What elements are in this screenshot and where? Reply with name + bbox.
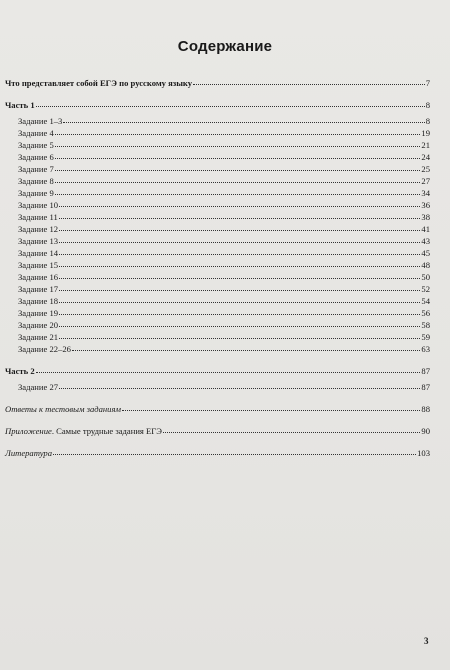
toc-leader-dots (59, 277, 420, 279)
toc-leader-dots (72, 349, 420, 351)
toc-entry-page: 58 (421, 320, 430, 330)
toc-entry (5, 284, 430, 295)
toc-leader-dots (59, 241, 420, 243)
toc-entry-label: Литература (5, 448, 53, 458)
page-title: Содержание (177, 38, 273, 55)
page-number: 3 (424, 636, 429, 646)
toc-leader-dots (193, 83, 425, 85)
toc-entry-label: Задание 16 (18, 272, 59, 282)
toc-entry-page: 90 (421, 426, 430, 436)
toc-leader-dots (55, 169, 421, 171)
toc-leader-dots (36, 371, 421, 373)
toc-entry (5, 212, 430, 223)
toc-leader-dots (59, 265, 420, 267)
toc-entry-page: 7 (425, 78, 430, 88)
toc-leader-dots (55, 145, 421, 147)
toc-leader-dots (59, 253, 420, 255)
toc-entry (5, 140, 430, 151)
toc-leader-dots (59, 229, 420, 231)
toc-entry (5, 382, 430, 393)
toc-entry-page: 8 (425, 116, 430, 126)
toc-entry-page: 63 (421, 344, 430, 354)
toc-entry-page: 19 (421, 128, 430, 138)
toc-entry-label: Задание 11 (18, 212, 58, 222)
toc-entry (5, 404, 430, 415)
toc-entry-page: 52 (421, 284, 430, 294)
toc-entry-label: Задание 15 (18, 260, 59, 270)
toc-entry-label: Задание 1–3 (18, 116, 63, 126)
toc-entry (5, 164, 430, 175)
toc-entry-page: 45 (421, 248, 430, 258)
toc-entry-page: 48 (421, 260, 430, 270)
toc-entry-label: Задание 9 (18, 188, 54, 198)
toc-entry-page: 34 (421, 188, 430, 198)
toc-leader-dots (59, 337, 420, 339)
toc-entry-label: Задание 13 (18, 236, 59, 246)
toc-entry (5, 260, 430, 271)
toc-leader-dots (55, 157, 421, 159)
toc-leader-dots (55, 133, 421, 135)
toc-entry-page: 54 (421, 296, 430, 306)
toc-entry-label: Часть 2 (5, 366, 35, 376)
toc-entry-page: 43 (421, 236, 430, 246)
toc-entry-label: Задание 19 (18, 308, 59, 318)
toc-entry-page: 8 (425, 100, 430, 110)
toc-leader-dots (59, 301, 420, 303)
toc-leader-dots (59, 313, 420, 315)
toc-leader-dots (63, 121, 424, 123)
toc-entry-label (5, 426, 162, 437)
toc-entry-page: 25 (421, 164, 430, 174)
toc-entry (5, 426, 430, 437)
toc-entry-page: 59 (421, 332, 430, 342)
toc-entry-page: 56 (421, 308, 430, 318)
toc-entry (5, 224, 430, 235)
toc-entry-label: Задание 4 (18, 128, 54, 138)
toc-entry (5, 100, 430, 111)
toc-entry (5, 332, 430, 343)
toc-entry-label: Задание 27 (18, 382, 59, 392)
toc-entry-label: Задание 18 (18, 296, 59, 306)
toc-entry (5, 344, 430, 355)
toc-entry-page: 41 (421, 224, 430, 234)
toc-leader-dots (59, 325, 420, 327)
toc-entry (5, 272, 430, 283)
toc-entry-page: 36 (421, 200, 430, 210)
toc-entry-label-italic: Приложение (5, 426, 52, 436)
toc-entry (5, 128, 430, 139)
toc-entry (5, 448, 430, 459)
toc-entry (5, 188, 430, 199)
toc-entry (5, 200, 430, 211)
toc-leader-dots (53, 453, 416, 455)
toc-leader-dots (55, 193, 421, 195)
toc-entry-page: 87 (421, 366, 430, 376)
toc-entry (5, 320, 430, 331)
toc-entry (5, 116, 430, 127)
toc-entry-label: Часть 1 (5, 100, 35, 110)
toc-leader-dots (36, 105, 425, 107)
toc-entry-page: 50 (421, 272, 430, 282)
toc-entry-page: 21 (421, 140, 430, 150)
toc-entry-label: Задание 22–26 (18, 344, 71, 354)
toc-leader-dots (55, 181, 421, 183)
toc-leader-dots (59, 217, 421, 219)
toc-leader-dots (59, 205, 420, 207)
toc-leader-dots (59, 387, 420, 389)
toc-leader-dots (59, 289, 420, 291)
toc-leader-dots (163, 431, 420, 433)
toc-entry-label: Ответы к тестовым заданиям (5, 404, 121, 414)
toc-entry-label: Задание 6 (18, 152, 54, 162)
toc-entry-label: Задание 10 (18, 200, 59, 210)
toc-entry-page: 24 (421, 152, 430, 162)
toc-entry-label: Задание 5 (18, 140, 54, 150)
toc-entry-label: Что представляет собой ЕГЭ по русскому языку (5, 78, 193, 88)
toc-entry (5, 176, 430, 187)
toc-entry (5, 308, 430, 319)
toc-entry (5, 366, 430, 377)
toc-entry-label-rest: . Самые трудные задания ЕГЭ (51, 426, 162, 436)
toc-entry-label: Задание 21 (18, 332, 59, 342)
toc-entry (5, 248, 430, 259)
toc-entry-label: Задание 8 (18, 176, 54, 186)
toc-entry-page: 88 (421, 404, 430, 414)
toc-leader-dots (122, 409, 420, 411)
toc-entry (5, 78, 430, 89)
toc-entry-page: 38 (421, 212, 430, 222)
toc-entry-page: 27 (421, 176, 430, 186)
toc-entry (5, 152, 430, 163)
toc-entry-label: Задание 12 (18, 224, 59, 234)
toc-entry-page: 103 (417, 448, 430, 458)
toc-entry (5, 236, 430, 247)
toc-entry-label: Задание 14 (18, 248, 59, 258)
toc-entry-label: Задание 7 (18, 164, 54, 174)
toc-entry (5, 296, 430, 307)
toc-entry-page: 87 (421, 382, 430, 392)
toc-entry-label: Задание 20 (18, 320, 59, 330)
toc-entry-label: Задание 17 (18, 284, 59, 294)
